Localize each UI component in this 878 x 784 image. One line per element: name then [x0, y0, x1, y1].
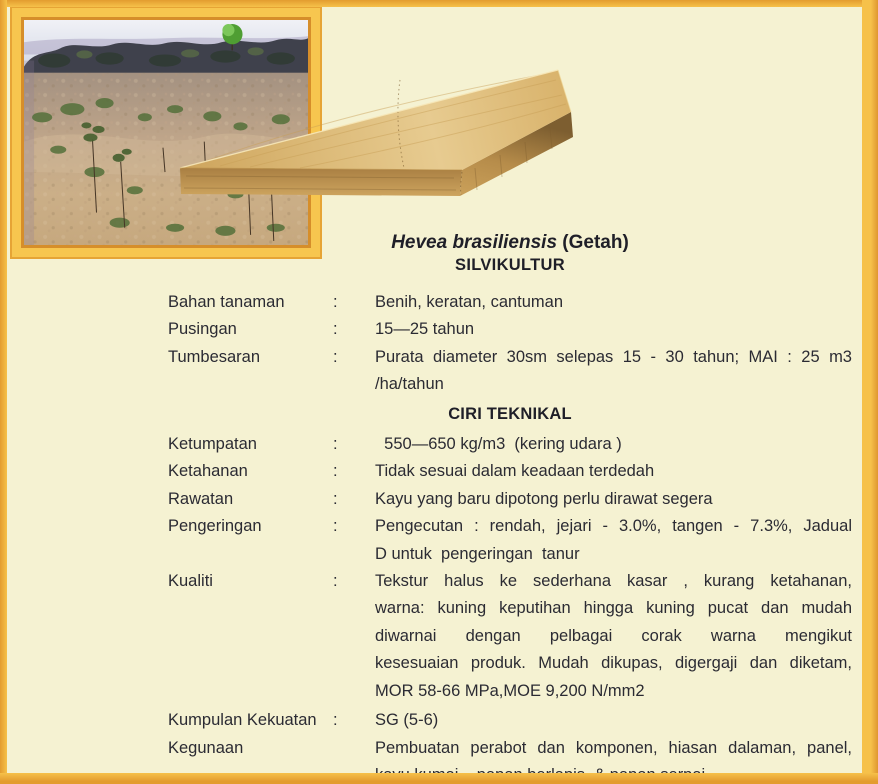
row-colon: :: [333, 572, 338, 591]
page-border-bottom: [0, 773, 878, 784]
spec-row-rawatan: [168, 486, 852, 513]
row-value: [375, 316, 852, 343]
row-value-line: kesesuaian produk. Mudah dikupas, digergaji dan diketam,: [375, 654, 852, 673]
row-value: [375, 289, 852, 316]
row-label: Kumpulan Kekuatan: [168, 711, 317, 730]
row-value-line: Kayu yang baru dipotong perlu dirawat segera: [375, 489, 713, 508]
spec-content: [168, 231, 852, 784]
row-value: [375, 458, 852, 485]
page-border-right: [862, 0, 878, 784]
row-value-line: warna: kuning keputihan hingga kuning pucat dan mudah: [375, 599, 852, 618]
page-title: [168, 231, 852, 255]
species-common-name: (Getah): [557, 232, 629, 253]
row-label: Pusingan: [168, 320, 237, 339]
spec-table: [168, 289, 852, 784]
plantation-photo: [21, 17, 311, 248]
row-value-line: Purata diameter 30sm selepas 15 - 30 tahun; MAI : 25 m3: [375, 347, 852, 366]
row-label: Pengeringan: [168, 517, 262, 536]
row-value: [375, 344, 852, 399]
row-value-line: diwarnai dengan pelbagai corak warna mengikut: [375, 626, 852, 645]
row-value-line: SG (5-6): [375, 711, 439, 730]
row-value-line: D untuk pengeringan tanur: [375, 544, 580, 563]
row-value-line: /ha/tahun: [375, 375, 444, 394]
spec-row-bahan-tanaman: [168, 289, 852, 316]
row-value: [375, 707, 852, 734]
row-colon: :: [333, 489, 338, 508]
photo-frame: [10, 6, 322, 259]
page-border-top: [0, 0, 878, 7]
spec-row-pengeringan: [168, 513, 852, 568]
row-value-line: Tidak sesuai dalam keadaan terdedah: [375, 462, 655, 481]
row-value-line: Benih, keratan, cantuman: [375, 293, 564, 311]
row-label: Bahan tanaman: [168, 293, 285, 311]
row-label: Kegunaan: [168, 738, 244, 757]
row-colon: :: [333, 711, 338, 730]
page-border-left: [0, 0, 7, 784]
row-colon: :: [333, 320, 338, 339]
spec-row-ketumpatan: [168, 431, 852, 458]
row-label: Rawatan: [168, 489, 234, 508]
spec-row-tumbesaran: [168, 344, 852, 399]
section-heading-ciri-teknikal: CIRI TEKNIKAL: [448, 404, 572, 423]
row-colon: :: [333, 517, 338, 536]
row-colon: :: [333, 293, 338, 311]
species-name: Hevea brasiliensis: [391, 232, 558, 253]
row-label: Ketahanan: [168, 462, 248, 481]
section-heading-silvikultur: SILVIKULTUR: [455, 256, 565, 274]
row-colon: :: [333, 347, 338, 366]
row-colon: :: [333, 462, 338, 481]
spec-row-ketahanan: [168, 458, 852, 485]
row-value-line: 550—650 kg/m3 (kering udara ): [375, 435, 622, 454]
row-value-line: 15—25 tahun: [375, 320, 475, 339]
row-label: Ketumpatan: [168, 435, 257, 454]
row-colon: :: [333, 435, 338, 454]
spec-row-kumpulan-kekuatan: [168, 707, 852, 734]
row-value: [375, 486, 852, 513]
row-label: Tumbesaran: [168, 347, 261, 366]
row-value-line: MOR 58-66 MPa,MOE 9,200 N/mm2: [375, 681, 645, 700]
row-label: Kualiti: [168, 572, 213, 591]
spec-row-pusingan: [168, 316, 852, 343]
row-value: [375, 431, 852, 458]
row-value-line: Pengecutan : rendah, jejari - 3.0%, tangen - 7.3%, Jadual: [375, 517, 852, 536]
row-value-line: Tekstur halus ke sederhana kasar , kurang ketahanan,: [375, 572, 852, 591]
row-value: [375, 513, 852, 568]
plantation-photo-art: [24, 20, 308, 245]
row-value-line: Pembuatan perabot dan komponen, hiasan dalaman, panel,: [375, 738, 852, 757]
spec-row-kualiti: [168, 568, 852, 705]
row-value: [375, 568, 852, 705]
